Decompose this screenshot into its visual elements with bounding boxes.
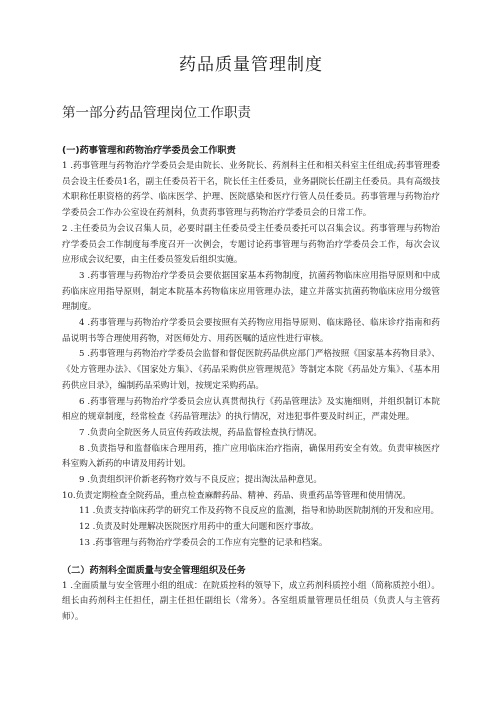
section-gap [62, 552, 440, 562]
paragraph: 9 .负责组织评价新老药物疗效与不良反应；提出淘汰品种意见。 [79, 475, 322, 486]
paragraph: 3 .药事管理与药物治疗学委员会要依据国家基本药物制度，抗菌药物临床应用指导原则和中成药临床应用指导原则，制定本院基本药物临床应用管理办法，建立并落实抗菌药物临床应用分级管理制度。 [62, 270, 440, 313]
paragraph: 11 .负责支持临床药学的研究工作及药物不良反应的监测，指导和协助医院制剂的开发和应用。 [79, 506, 440, 517]
part-title: 第一部分药品管理岗位工作职责 [62, 105, 251, 121]
paragraph: 10.负责定期检查全院药品，重点检查麻醉药品、精神、药品、贵重药品等管理和使用情况。 [62, 490, 411, 501]
paragraph: 1 .药事管理与药物治疗学委员会是由院长、业务院长、药剂科主任和相关科室主任组成;药事管理委员会设主任委员1名，副主任委员若干名，院长任主任委员，业务副院长任副主任委员。具有高级技术职称任职资格的药学、临床医学、护理、医院感染和医疗行管人员任委员。药事管理与药物治疗学委员会工作办公室设在药剂科，负责药事管理与药物治疗学委员会的日常工作。 [62, 161, 440, 219]
paragraph: 4 .药事管理与药物治疗学委员会要按照有关药物应用指导原则、临床路径、临床诊疗指南和药品说明书等合理使用药物，对医师处方、用药医嘱的适应性进行审核。 [62, 318, 440, 344]
document-title: 药品质量管理制度 [179, 55, 323, 75]
paragraph: 6 .药事管理与药物治疗学委员会应认真贯彻执行《药品管理法》及实施细则，并组织制订本院相应的规章制度，经常检查《药品管理法》的执行情况，对违犯事件要及时纠正，严肃处理。 [62, 396, 440, 423]
paragraph: 2 .主任委员为会议召集人员，必要时副主任委员受主任委员委托可以召集会议。药事管理与药物治疗学委员会工作制度每季度召开一次例会，专题讨论药事管理与药物治疗学委员会工作，每次会议应形成会议纪要，由主任委员签发后组织实施。 [62, 223, 440, 266]
paragraph: 7 .负责向全院医务人员宣传药政法规，药品监督检查执行情况。 [79, 427, 322, 438]
paragraph: 12 .负责及时处理解决医院医疗用药中的重大问题和医疗事故。 [79, 522, 319, 533]
paragraph: 8 .负责指导和监督临床合理用药，推广应用临床治疗指南，确保用药安全有效。负责审核医疗科室购入新药的申请及用药计划。 [62, 443, 440, 470]
paragraph: 5 .药事管理与药物治疗学委员会监督和督促医院药品供应部门严格按照《国家基本药物目录》、《处方管理办法》、《国家处方集》、《药品采购供应管理规范》等制定本院《药品处方集》、《基本用药供应目录》，编制药品采购计划，按规定采购药品。 [62, 349, 440, 391]
paragraph: 13 .药事管理与药物治疗学委员会的工作应有完整的记录和档案。 [79, 537, 328, 548]
paragraph: 1 .全面质量与安全管理小组的组成：在院质控科的领导下，成立药剂科质控小组（简称质控小组）。组长由药剂科主任担任，副主任担任副组长（常务）。各室组质量管理员任组员（负责人与主管药师）。 [62, 580, 440, 622]
section-title: (一)药事管理和药物治疗学委员会工作职责 [62, 145, 236, 156]
section-title: （二）药剂科全面质量与安全管理组织及任务 [62, 564, 246, 576]
